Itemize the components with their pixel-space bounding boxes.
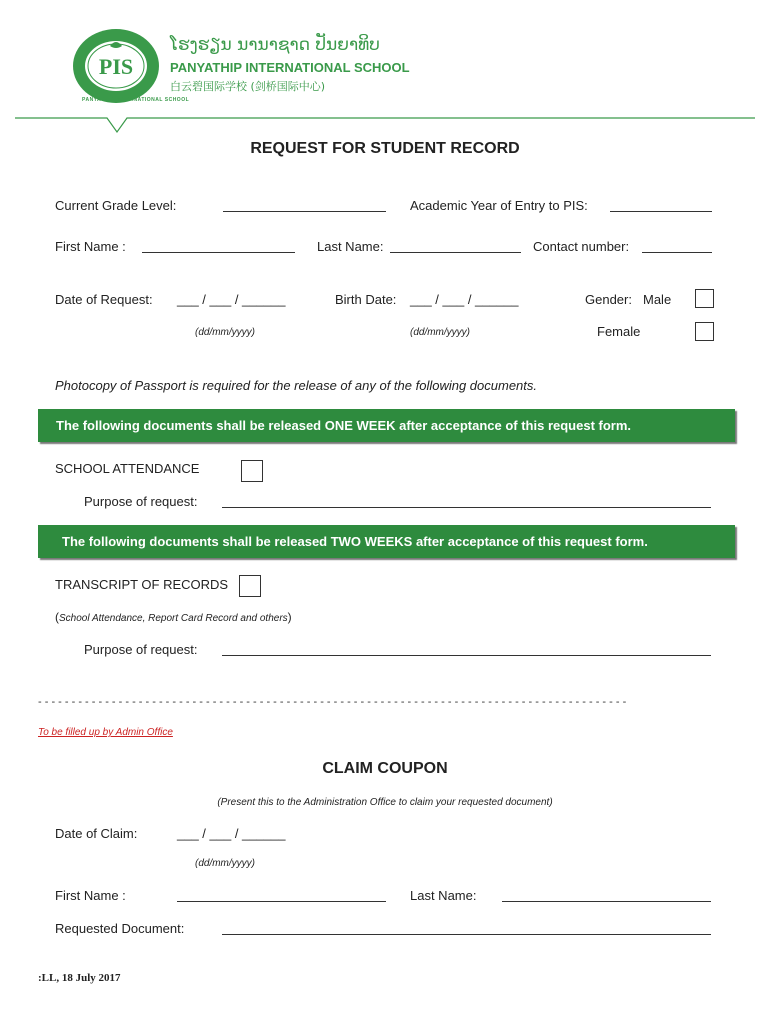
- coupon-last-name-field[interactable]: [502, 901, 711, 902]
- female-label: Female: [597, 324, 641, 339]
- transcript-note-open: (: [55, 610, 59, 624]
- requested-document-field[interactable]: [222, 934, 711, 935]
- last-name-field[interactable]: [390, 252, 521, 253]
- birth-date-field[interactable]: ___ / ___ / ______: [410, 292, 519, 307]
- coupon-first-name-field[interactable]: [177, 901, 386, 902]
- purpose-label-1: Purpose of request:: [84, 494, 198, 509]
- school-name-chinese: 白云碧国际学校 (剑桥国际中心): [170, 80, 326, 93]
- date-of-claim-field[interactable]: ___ / ___ / ______: [177, 826, 286, 841]
- school-attendance-checkbox[interactable]: [241, 460, 263, 482]
- coupon-last-name-label: Last Name:: [410, 888, 477, 903]
- female-checkbox[interactable]: [695, 322, 714, 341]
- birth-date-format-hint: (dd/mm/yyyy): [410, 327, 470, 338]
- purpose-label-2: Purpose of request:: [84, 642, 198, 657]
- header-divider: [15, 112, 755, 136]
- contact-number-field[interactable]: [642, 252, 712, 253]
- logo-text: PIS: [98, 54, 134, 79]
- academic-year-field[interactable]: [610, 211, 712, 212]
- last-name-label: Last Name:: [317, 239, 384, 254]
- date-of-claim-label: Date of Claim:: [55, 826, 138, 841]
- school-attendance-label: SCHOOL ATTENDANCE: [55, 461, 200, 476]
- school-name-lao: ໂຮງຮຽນ ນານາຊາດ ປັນຍາທິບ: [170, 35, 380, 55]
- header: [0, 0, 770, 140]
- transcript-checkbox[interactable]: [239, 575, 261, 597]
- school-name-english: PANYATHIP INTERNATIONAL SCHOOL: [170, 60, 410, 75]
- birth-date-label: Birth Date:: [335, 292, 397, 307]
- form-title: REQUEST FOR STUDENT RECORD: [250, 140, 520, 157]
- admin-office-note: To be filled up by Admin Office: [38, 727, 173, 738]
- purpose-field-2[interactable]: [222, 655, 711, 656]
- gender-label: Gender:: [585, 292, 632, 307]
- transcript-note-text: School Attendance, Report Card Record and others: [59, 613, 288, 624]
- first-name-label: First Name :: [55, 239, 126, 254]
- contact-number-label: Contact number:: [533, 239, 630, 254]
- cut-separator: - - - - - - - - - - - - - - - - - - - - - - - - - - - - - - - - - - - - - - - - - - - - - - - - - - - - - - - - - - - - - - - - - - - - - - - - - - - - - - - - - - - - - - - -: [38, 696, 627, 708]
- current-grade-label: Current Grade Level:: [55, 198, 177, 213]
- first-name-field[interactable]: [142, 252, 295, 253]
- transcript-note: [55, 610, 292, 624]
- male-label: Male: [643, 292, 672, 307]
- footer-code: :LL, 18 July 2017: [38, 972, 121, 984]
- two-weeks-banner-text: The following documents shall be released TWO WEEKS after acceptance of this request form.: [62, 534, 648, 549]
- school-logo: [70, 26, 162, 106]
- date-of-request-label: Date of Request:: [55, 292, 153, 307]
- claim-date-format-hint: (dd/mm/yyyy): [195, 858, 255, 869]
- two-weeks-banner: [38, 525, 735, 558]
- coupon-first-name-label: First Name :: [55, 888, 126, 903]
- male-checkbox[interactable]: [695, 289, 714, 308]
- claim-coupon-subtitle: (Present this to the Administration Office to claim your requested document): [217, 797, 553, 808]
- academic-year-label: Academic Year of Entry to PIS:: [410, 198, 588, 213]
- date-of-request-field[interactable]: ___ / ___ / ______: [177, 292, 286, 307]
- purpose-field-1[interactable]: [222, 507, 711, 508]
- transcript-note-close: ): [287, 610, 292, 624]
- date-format-hint: (dd/mm/yyyy): [195, 327, 255, 338]
- one-week-banner-text: The following documents shall be released ONE WEEK after acceptance of this request form.: [56, 418, 632, 433]
- requested-document-label: Requested Document:: [55, 921, 185, 936]
- transcript-label: TRANSCRIPT OF RECORDS: [55, 577, 229, 592]
- logo-ring-caption: PANYATHIP INTERNATIONAL SCHOOL: [82, 97, 190, 103]
- claim-coupon-title: CLAIM COUPON: [322, 760, 448, 777]
- passport-note: Photocopy of Passport is required for the release of any of the following documents.: [55, 378, 537, 393]
- one-week-banner: [38, 409, 735, 442]
- current-grade-field[interactable]: [223, 211, 386, 212]
